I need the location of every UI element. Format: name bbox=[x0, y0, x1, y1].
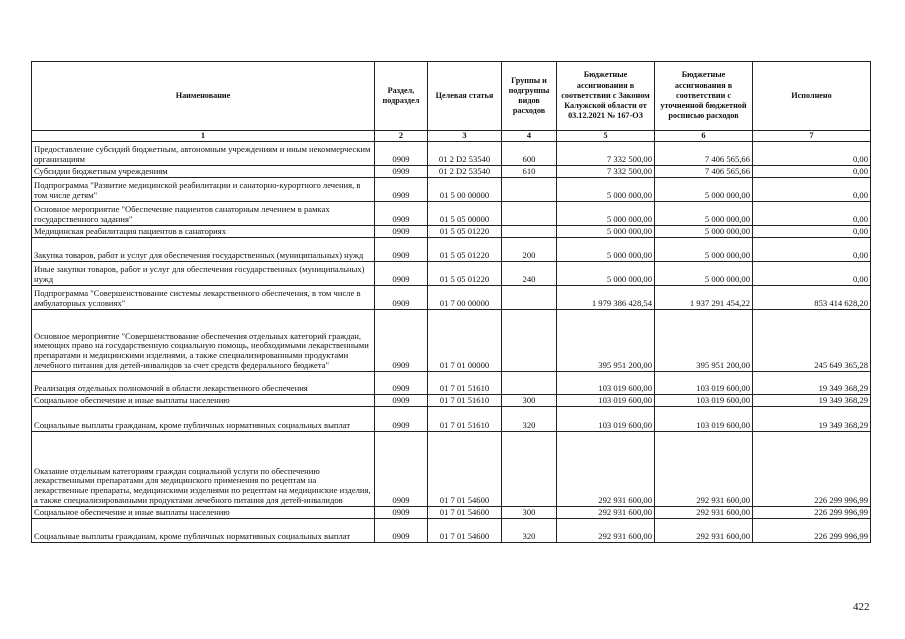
row-name: Реализация отдельных полномочий в области лекарственного обеспечения bbox=[32, 372, 375, 395]
row-section: 0909 bbox=[375, 202, 428, 226]
row-refined-amount: 103 019 600,00 bbox=[655, 372, 753, 395]
column-number: 4 bbox=[502, 131, 557, 142]
row-group: 240 bbox=[502, 262, 557, 286]
row-refined-amount: 5 000 000,00 bbox=[655, 202, 753, 226]
row-group: 600 bbox=[502, 142, 557, 166]
row-name: Закупка товаров, работ и услуг для обеспечения государственных (муниципальных) нужд bbox=[32, 238, 375, 262]
table-row bbox=[32, 310, 871, 372]
row-name: Предоставление субсидий бюджетным, автономным учреждениям и иным некоммерческим организациям bbox=[32, 142, 375, 166]
row-refined-amount: 103 019 600,00 bbox=[655, 395, 753, 407]
row-name: Социальное обеспечение и иные выплаты населению bbox=[32, 395, 375, 407]
row-law-amount: 395 951 200,00 bbox=[557, 310, 655, 372]
budget-table bbox=[31, 61, 871, 543]
row-section: 0909 bbox=[375, 142, 428, 166]
row-law-amount: 103 019 600,00 bbox=[557, 372, 655, 395]
row-target: 01 7 01 00000 bbox=[428, 310, 502, 372]
row-target: 01 7 01 51610 bbox=[428, 372, 502, 395]
table-row bbox=[32, 238, 871, 262]
row-group: 300 bbox=[502, 395, 557, 407]
row-section: 0909 bbox=[375, 372, 428, 395]
row-executed-amount: 0,00 bbox=[753, 178, 871, 202]
row-refined-amount: 395 951 200,00 bbox=[655, 310, 753, 372]
row-law-amount: 5 000 000,00 bbox=[557, 262, 655, 286]
row-law-amount: 7 332 500,00 bbox=[557, 166, 655, 178]
column-number: 7 bbox=[753, 131, 871, 142]
row-refined-amount: 7 406 565,66 bbox=[655, 166, 753, 178]
row-target: 01 5 05 01220 bbox=[428, 238, 502, 262]
header-law-allocations: Бюджетные ассигнования в соответствии с Законом Калужской области от 03.12.2021 № 167-ОЗ bbox=[557, 62, 655, 131]
row-section: 0909 bbox=[375, 238, 428, 262]
header-groups: Группы и подгруппы видов расходов bbox=[502, 62, 557, 131]
row-target: 01 5 05 01220 bbox=[428, 226, 502, 238]
header-refined-allocations: Бюджетные ассигнования в соответствии с уточненной бюджетной росписью расходов bbox=[655, 62, 753, 131]
column-number: 6 bbox=[655, 131, 753, 142]
row-group: 610 bbox=[502, 166, 557, 178]
row-target: 01 2 D2 53540 bbox=[428, 142, 502, 166]
row-target: 01 7 01 51610 bbox=[428, 407, 502, 432]
row-target: 01 7 01 54600 bbox=[428, 519, 502, 543]
row-law-amount: 1 979 386 428,54 bbox=[557, 286, 655, 310]
header-section: Раздел, подраздел bbox=[375, 62, 428, 131]
row-refined-amount: 5 000 000,00 bbox=[655, 262, 753, 286]
row-target: 01 2 D2 53540 bbox=[428, 166, 502, 178]
row-target: 01 5 05 01220 bbox=[428, 262, 502, 286]
column-number-row bbox=[32, 131, 871, 142]
column-number: 2 bbox=[375, 131, 428, 142]
row-name: Основное мероприятие "Обеспечение пациентов санаторным лечением в рамках государственного задания" bbox=[32, 202, 375, 226]
row-executed-amount: 19 349 368,29 bbox=[753, 372, 871, 395]
row-group bbox=[502, 286, 557, 310]
row-law-amount: 103 019 600,00 bbox=[557, 395, 655, 407]
table-row bbox=[32, 178, 871, 202]
row-section: 0909 bbox=[375, 310, 428, 372]
row-executed-amount: 853 414 628,20 bbox=[753, 286, 871, 310]
row-name: Субсидии бюджетным учреждениям bbox=[32, 166, 375, 178]
row-refined-amount: 103 019 600,00 bbox=[655, 407, 753, 432]
column-number: 3 bbox=[428, 131, 502, 142]
header-target: Целевая статья bbox=[428, 62, 502, 131]
table-row bbox=[32, 372, 871, 395]
row-target: 01 7 01 51610 bbox=[428, 395, 502, 407]
column-number: 1 bbox=[32, 131, 375, 142]
table-row bbox=[32, 519, 871, 543]
row-section: 0909 bbox=[375, 286, 428, 310]
row-executed-amount: 0,00 bbox=[753, 202, 871, 226]
row-executed-amount: 0,00 bbox=[753, 262, 871, 286]
row-law-amount: 5 000 000,00 bbox=[557, 202, 655, 226]
row-group: 300 bbox=[502, 507, 557, 519]
row-section: 0909 bbox=[375, 226, 428, 238]
row-executed-amount: 0,00 bbox=[753, 226, 871, 238]
header-executed: Исполнено bbox=[753, 62, 871, 131]
row-law-amount: 5 000 000,00 bbox=[557, 238, 655, 262]
row-executed-amount: 19 349 368,29 bbox=[753, 407, 871, 432]
row-section: 0909 bbox=[375, 519, 428, 543]
row-group bbox=[502, 432, 557, 507]
row-refined-amount: 5 000 000,00 bbox=[655, 178, 753, 202]
table-row bbox=[32, 432, 871, 507]
row-refined-amount: 292 931 600,00 bbox=[655, 519, 753, 543]
row-target: 01 7 01 54600 bbox=[428, 432, 502, 507]
table-row bbox=[32, 226, 871, 238]
row-name: Основное мероприятие "Совершенствование обеспечения отдельных категорий граждан, имеющих право на государственную социальную помощь, необходимыми лекарственными препаратами и медицинскими изделиями, а также специализированными продуктами лечебного питания для детей-инвалидов за счет средств федерального бюджета" bbox=[32, 310, 375, 372]
row-refined-amount: 1 937 291 454,22 bbox=[655, 286, 753, 310]
row-group bbox=[502, 178, 557, 202]
column-number: 5 bbox=[557, 131, 655, 142]
table-row bbox=[32, 262, 871, 286]
row-section: 0909 bbox=[375, 166, 428, 178]
row-target: 01 5 00 00000 bbox=[428, 178, 502, 202]
row-refined-amount: 5 000 000,00 bbox=[655, 238, 753, 262]
row-name: Социальные выплаты гражданам, кроме публичных нормативных социальных выплат bbox=[32, 519, 375, 543]
header-name: Наименование bbox=[32, 62, 375, 131]
row-group: 320 bbox=[502, 407, 557, 432]
row-executed-amount: 226 299 996,99 bbox=[753, 519, 871, 543]
row-refined-amount: 292 931 600,00 bbox=[655, 432, 753, 507]
row-law-amount: 292 931 600,00 bbox=[557, 507, 655, 519]
table-row bbox=[32, 166, 871, 178]
row-target: 01 5 05 00000 bbox=[428, 202, 502, 226]
row-name: Оказание отдельным категориям граждан социальной услуги по обеспечению лекарственными препаратами для медицинского применения по рецептам на лекарственные препараты, медицинскими изделиями по рецептам на медицинские изделия, а также специализированными продуктами лечебного питания для детей-инвалидов bbox=[32, 432, 375, 507]
page-number: 422 bbox=[853, 601, 870, 613]
row-group bbox=[502, 226, 557, 238]
row-law-amount: 292 931 600,00 bbox=[557, 519, 655, 543]
row-executed-amount: 226 299 996,99 bbox=[753, 432, 871, 507]
row-section: 0909 bbox=[375, 262, 428, 286]
table-row bbox=[32, 202, 871, 226]
table-row bbox=[32, 407, 871, 432]
row-executed-amount: 0,00 bbox=[753, 142, 871, 166]
row-group: 200 bbox=[502, 238, 557, 262]
row-group bbox=[502, 202, 557, 226]
row-section: 0909 bbox=[375, 395, 428, 407]
row-executed-amount: 0,00 bbox=[753, 166, 871, 178]
row-name: Социальное обеспечение и иные выплаты населению bbox=[32, 507, 375, 519]
row-name: Подпрограмма "Развитие медицинской реабилитации и санаторно-курортного лечения, в том числе детям" bbox=[32, 178, 375, 202]
row-executed-amount: 0,00 bbox=[753, 238, 871, 262]
row-section: 0909 bbox=[375, 178, 428, 202]
row-refined-amount: 7 406 565,66 bbox=[655, 142, 753, 166]
row-executed-amount: 226 299 996,99 bbox=[753, 507, 871, 519]
row-name: Иные закупки товаров, работ и услуг для обеспечения государственных (муниципальных) нужд bbox=[32, 262, 375, 286]
row-name: Медицинская реабилитация пациентов в санаториях bbox=[32, 226, 375, 238]
row-section: 0909 bbox=[375, 432, 428, 507]
table-row bbox=[32, 507, 871, 519]
row-target: 01 7 01 54600 bbox=[428, 507, 502, 519]
row-law-amount: 7 332 500,00 bbox=[557, 142, 655, 166]
row-group bbox=[502, 372, 557, 395]
row-section: 0909 bbox=[375, 407, 428, 432]
table-row bbox=[32, 395, 871, 407]
row-refined-amount: 5 000 000,00 bbox=[655, 226, 753, 238]
table-row bbox=[32, 286, 871, 310]
row-name: Подпрограмма "Совершенствование системы лекарственного обеспечения, в том числе в амбулаторных условиях" bbox=[32, 286, 375, 310]
row-executed-amount: 245 649 365,28 bbox=[753, 310, 871, 372]
row-target: 01 7 00 00000 bbox=[428, 286, 502, 310]
row-section: 0909 bbox=[375, 507, 428, 519]
row-group: 320 bbox=[502, 519, 557, 543]
row-refined-amount: 292 931 600,00 bbox=[655, 507, 753, 519]
row-law-amount: 103 019 600,00 bbox=[557, 407, 655, 432]
row-group bbox=[502, 310, 557, 372]
row-law-amount: 5 000 000,00 bbox=[557, 226, 655, 238]
row-executed-amount: 19 349 368,29 bbox=[753, 395, 871, 407]
row-law-amount: 292 931 600,00 bbox=[557, 432, 655, 507]
table-row bbox=[32, 142, 871, 166]
row-law-amount: 5 000 000,00 bbox=[557, 178, 655, 202]
header-row bbox=[32, 62, 871, 131]
row-name: Социальные выплаты гражданам, кроме публичных нормативных социальных выплат bbox=[32, 407, 375, 432]
